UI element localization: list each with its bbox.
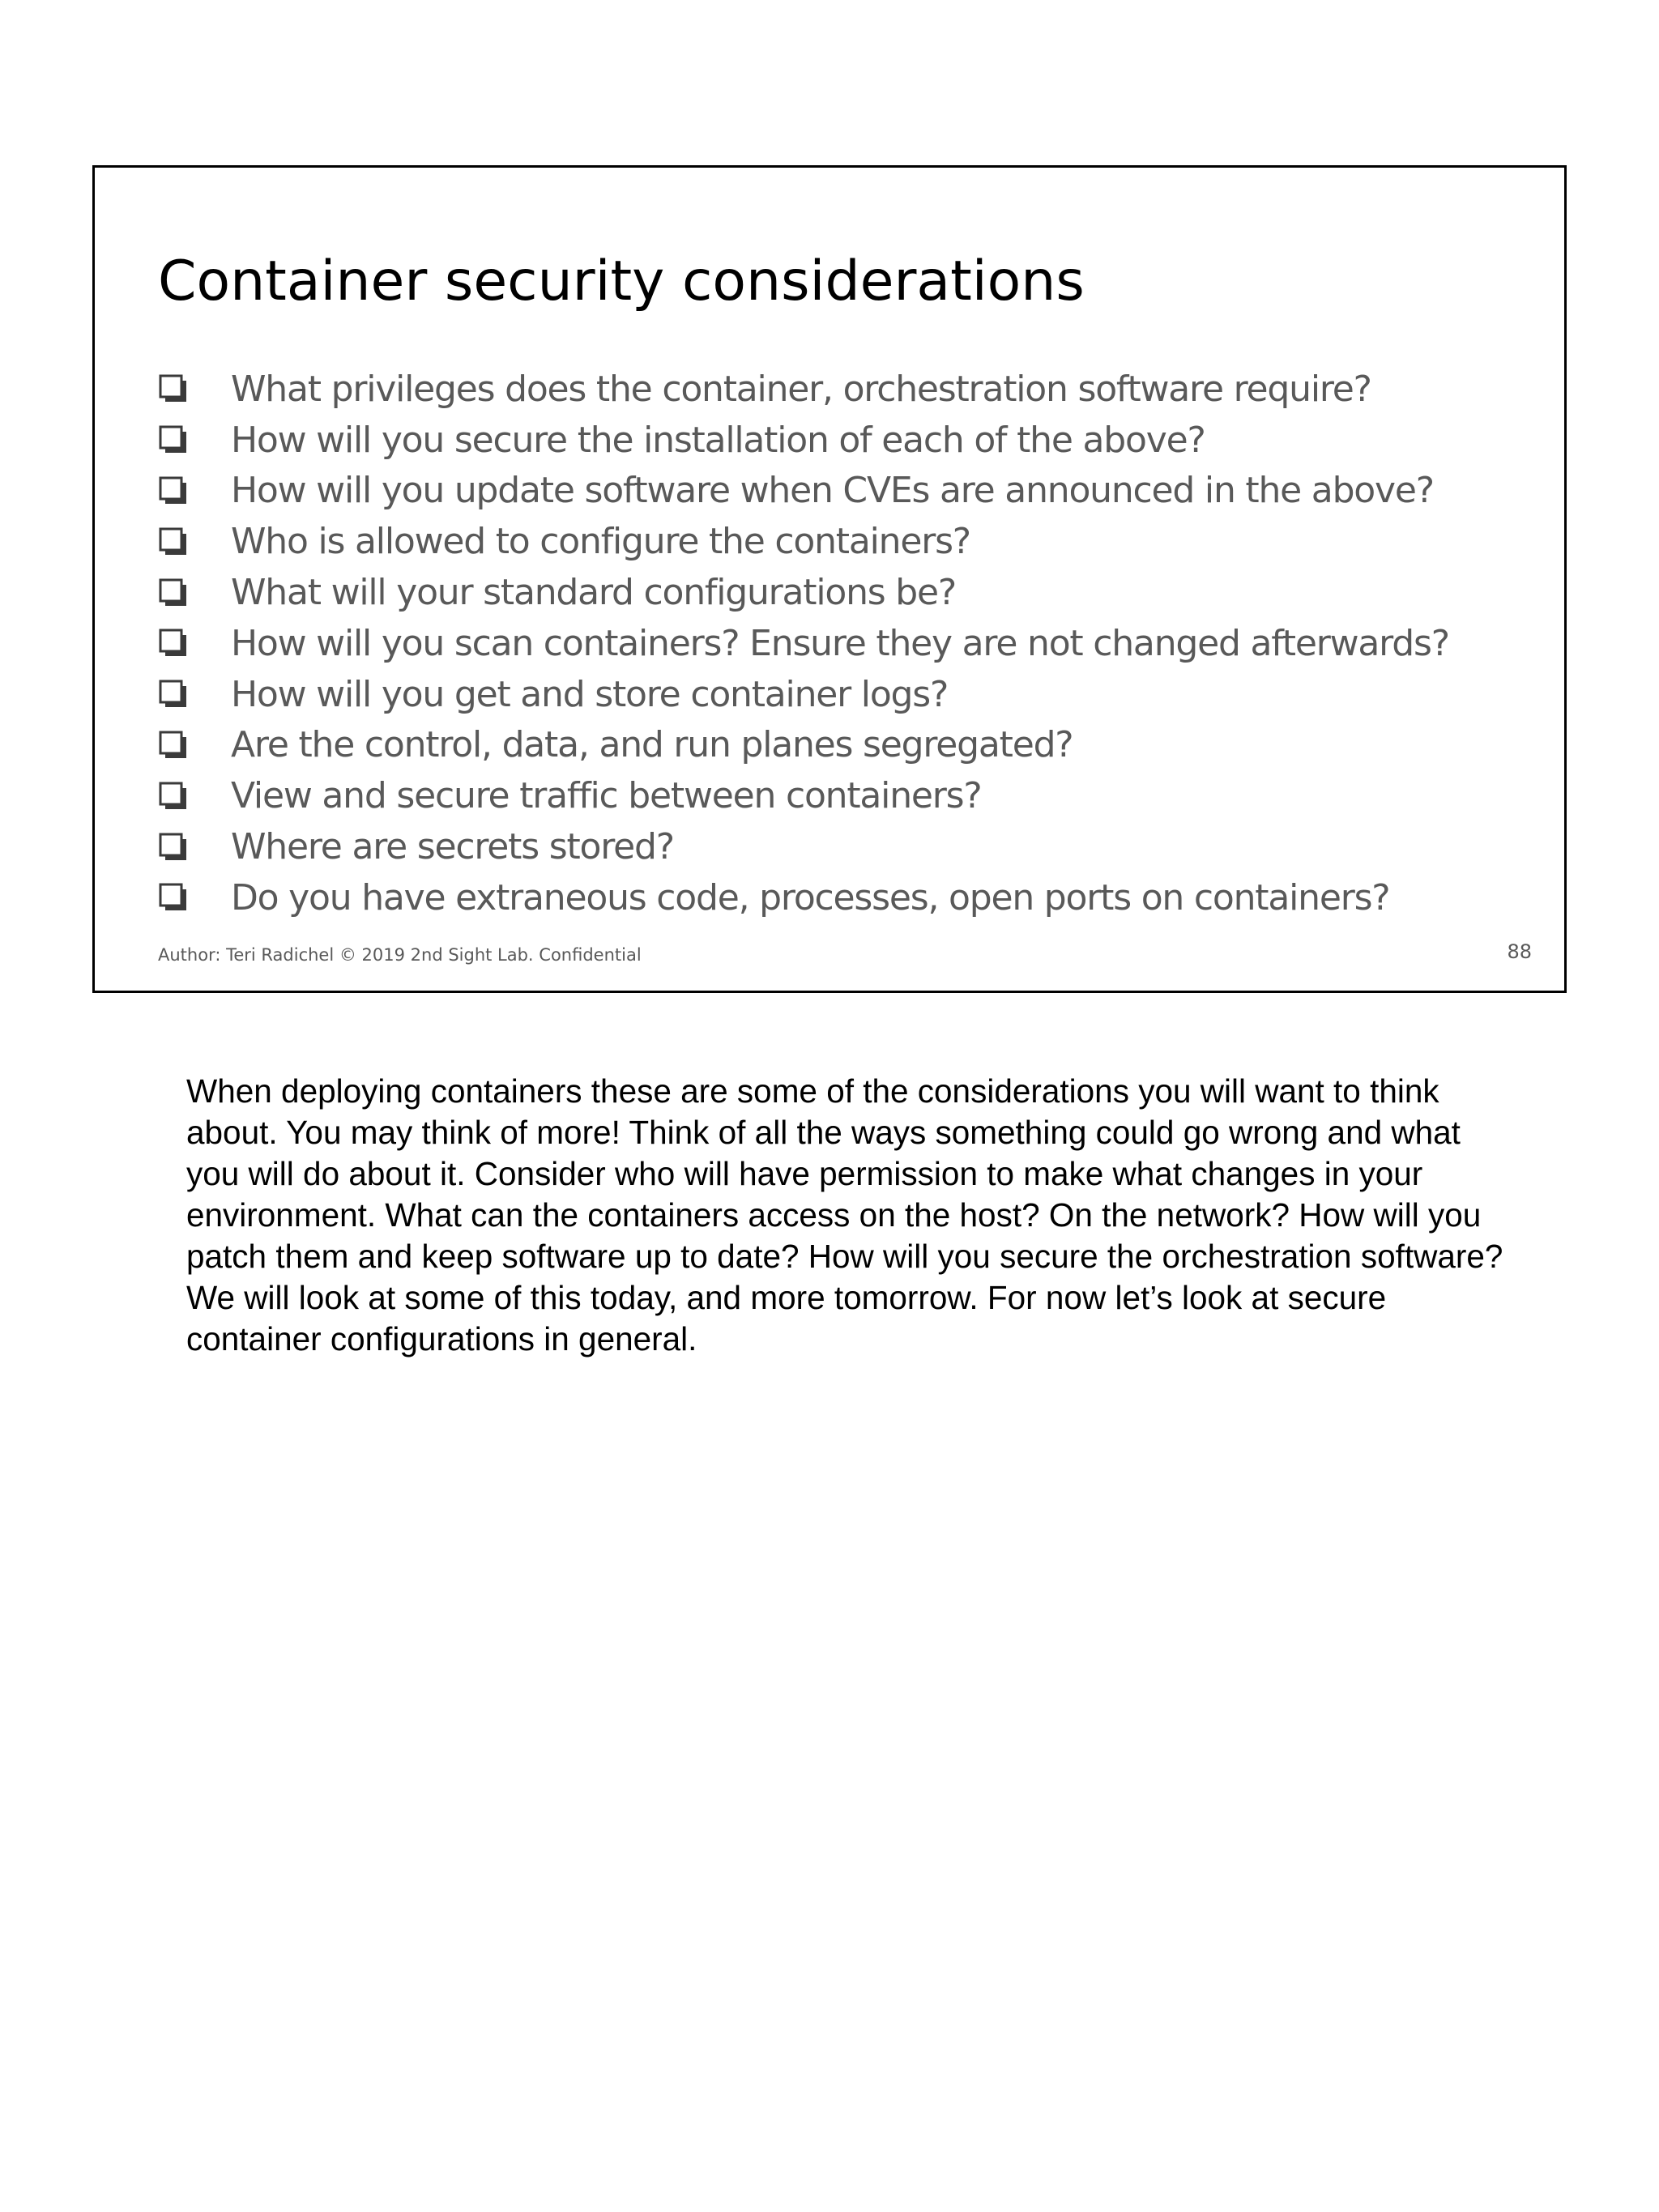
list-item-text: Do you have extraneous code, processes, open ports on containers? [231, 876, 1390, 918]
list-item [158, 821, 1449, 872]
list-item-text: How will you update software when CVEs are announced in the above? [231, 470, 1434, 512]
checkbox-icon [158, 373, 189, 404]
checkbox-icon [158, 832, 189, 863]
list-item [158, 669, 1449, 720]
page-number: 88 [1507, 940, 1532, 963]
bullet-list [158, 364, 1449, 923]
checkbox-icon [158, 578, 189, 608]
speaker-notes: When deploying containers these are some of the considerations you will want to think about. You may think of more! Think of all the ways something could go wrong and what you will do about it. Consider who will have permission to make what changes in your environment. What can the containers access on the host? On the network? How will you patch them and keep software up to date? How will you secure the orchestration software? We will look at some of this today, and more tomorrow. For now let’s look at secure container configurations in general. [186, 1072, 1503, 1357]
list-item-text: What privileges does the container, orchestration software require? [231, 368, 1371, 410]
list-item [158, 415, 1449, 466]
checkbox-icon [158, 679, 189, 710]
slide-title: Container security considerations [158, 249, 1085, 313]
slide-footer: Author: Teri Radichel © 2019 2nd Sight Lab. Confidential [158, 945, 642, 965]
checkbox-icon [158, 730, 189, 761]
list-item-text: What will your standard configurations be? [231, 572, 957, 614]
list-item [158, 516, 1449, 567]
list-item [158, 466, 1449, 517]
checkbox-icon [158, 882, 189, 913]
list-item [158, 618, 1449, 669]
list-item-text: How will you scan containers? Ensure they are not changed afterwards? [231, 622, 1449, 664]
list-item-text: Who is allowed to configure the containers? [231, 521, 970, 563]
list-item-text: Where are secrets stored? [231, 826, 674, 868]
list-item [158, 720, 1449, 771]
checkbox-icon [158, 526, 189, 557]
list-item-text: How will you get and store container logs? [231, 673, 949, 715]
list-item-text: View and secure traffic between containers? [231, 775, 982, 817]
list-item-text: How will you secure the installation of each of the above? [231, 419, 1205, 461]
list-item [158, 872, 1449, 923]
list-item [158, 567, 1449, 618]
list-item-text: Are the control, data, and run planes segregated? [231, 724, 1073, 766]
checkbox-icon [158, 781, 189, 812]
list-item [158, 364, 1449, 415]
checkbox-icon [158, 628, 189, 658]
list-item [158, 770, 1449, 821]
checkbox-icon [158, 475, 189, 506]
slide [92, 165, 1567, 993]
checkbox-icon [158, 424, 189, 455]
